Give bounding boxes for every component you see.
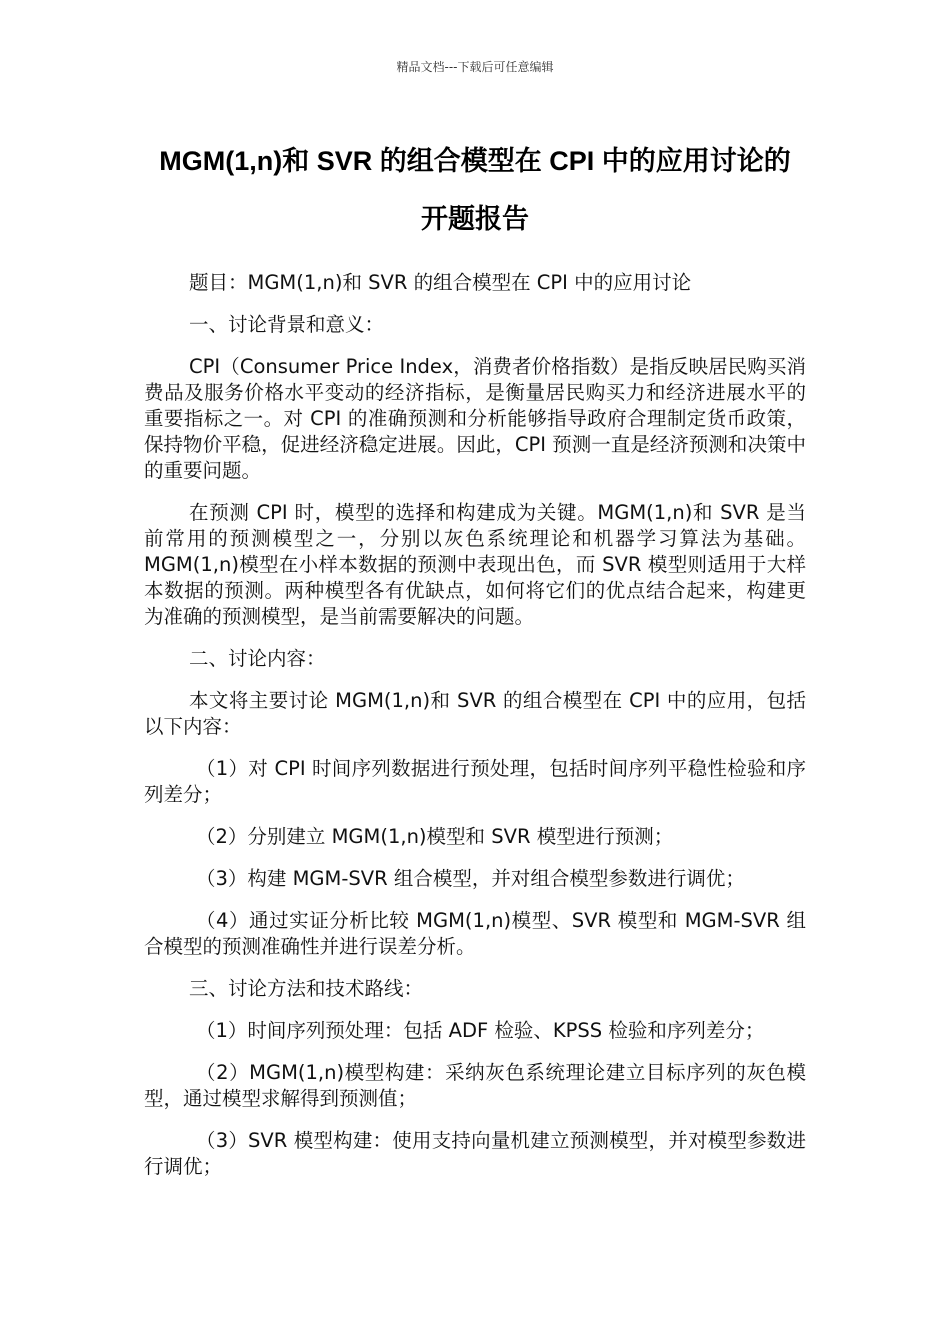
section-heading-content: 二、讨论内容： — [189, 647, 326, 670]
page-header: 精品文档---下载后可任意编辑 — [396, 60, 554, 74]
content-list-item: （1）对 CPI 时间序列数据进行预处理，包括时间序列平稳性检验和序列差分； — [144, 757, 806, 806]
content-list-item: （3）构建 MGM-SVR 组合模型，并对组合模型参数进行调优； — [196, 867, 745, 890]
title-line-2: 开题报告 — [421, 204, 529, 234]
subject-line: 题目：MGM(1,n)和 SVR 的组合模型在 CPI 中的应用讨论 — [189, 271, 692, 294]
title-line-1: MGM(1,n)和 SVR 的组合模型在 CPI 中的应用讨论的 — [159, 146, 791, 176]
content-list-item: （2）分别建立 MGM(1,n)模型和 SVR 模型进行预测； — [196, 825, 674, 848]
section-heading-background: 一、讨论背景和意义： — [189, 313, 385, 336]
content-intro-paragraph: 本文将主要讨论 MGM(1,n)和 SVR 的组合模型在 CPI 中的应用，包括以下内容： — [144, 689, 806, 738]
background-paragraph-1: CPI（Consumer Price Index，消费者价格指数）是指反映居民购买消费品及服务价格水平变动的经济指标，是衡量居民购买力和经济进展水平的重要指标之一。对 CPI 的准确预测和分析能够指导政府合理制定货币政策，保持物价平稳，促进经济稳定进展。因此，CPI 预测一直是经济预测和决策中的重要问题。 — [144, 355, 806, 482]
section-heading-method: 三、讨论方法和技术路线： — [189, 977, 424, 1000]
content-list-item: （4）通过实证分析比较 MGM(1,n)模型、SVR 模型和 MGM-SVR 组合模型的预测准确性并进行误差分析。 — [144, 909, 806, 958]
background-paragraph-2: 在预测 CPI 时，模型的选择和构建成为关键。MGM(1,n)和 SVR 是当前常用的预测模型之一，分别以灰色系统理论和机器学习算法为基础。MGM(1,n)模型在小样本数据的预测中表现出色，而 SVR 模型则适用于大样本数据的预测。两种模型各有优缺点，如何将它们的优点结合起来，构建更为准确的预测模型，是当前需要解决的问题。 — [144, 501, 806, 628]
document-title — [120, 132, 830, 248]
method-list-item: （2）MGM(1,n)模型构建：采纳灰色系统理论建立目标序列的灰色模型，通过模型求解得到预测值； — [144, 1061, 806, 1110]
method-list-item: （3）SVR 模型构建：使用支持向量机建立预测模型，并对模型参数进行调优； — [144, 1129, 806, 1178]
method-list-item: （1）时间序列预处理：包括 ADF 检验、KPSS 检验和序列差分； — [196, 1019, 765, 1042]
document-body — [144, 270, 806, 1196]
